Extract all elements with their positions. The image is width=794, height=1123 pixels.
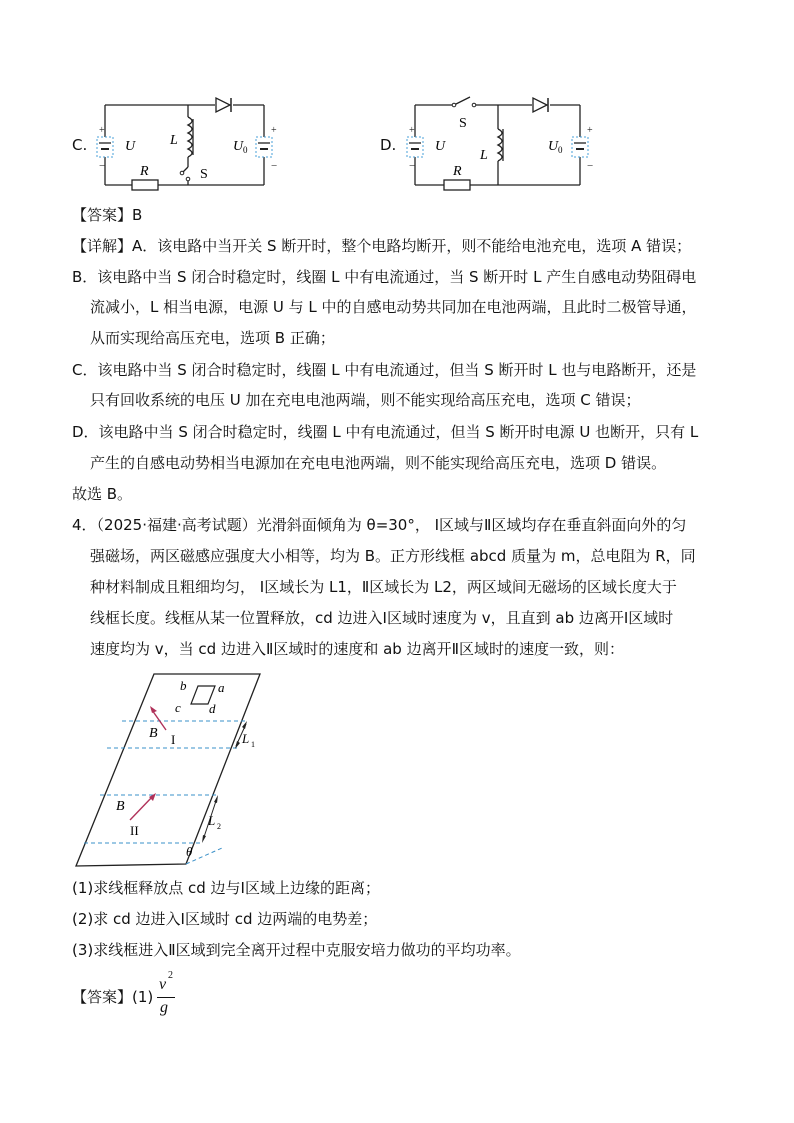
svg-text:−: −	[99, 160, 106, 172]
label-region-1: I	[171, 732, 176, 747]
subq-2: (2)求 cd 边进入Ⅰ区域时 cd 边两端的电势差；	[72, 910, 378, 928]
detail-line-8: 产生的自感电动势相当电源加在充电电池两端，则不能实现给高压充电，选项 D 错误。	[90, 454, 667, 472]
svg-text:−: −	[587, 160, 594, 172]
detail-line-3: 流减小，L 相当电源，电源 U 与 L 中的自感电动势共同加在电池两端，且此时二极管导通，	[90, 298, 697, 316]
circuit-diagram-d	[398, 95, 598, 195]
q4-line-1: 4．（2025·福建·高考试题）光滑斜面倾角为 θ=30°， Ⅰ区域与Ⅱ区域均存在垂直斜面向外的匀	[72, 516, 687, 534]
fraction-bar	[157, 997, 175, 998]
subq-1: (1)求线框释放点 cd 边与Ⅰ区域上边缘的距离；	[72, 879, 380, 897]
label-l2-sub: 2	[217, 822, 221, 831]
label-r: R	[140, 164, 149, 179]
battery-u0-icon	[256, 137, 272, 157]
resistor-icon	[132, 180, 158, 190]
label-a: a	[218, 680, 225, 695]
q4-line-4: 线框长度。线框从某一位置释放，cd 边进入Ⅰ区域时速度为 v，且直到 ab 边离开Ⅰ区域时	[90, 609, 674, 627]
fraction-exponent: 2	[168, 970, 173, 981]
label-l1: L	[242, 731, 250, 746]
label-l: L	[480, 148, 488, 163]
label-l2: L	[208, 813, 216, 828]
label-u0-sub: 0	[243, 145, 248, 155]
label-s: S	[200, 167, 208, 182]
label-l1-sub: 1	[251, 740, 255, 749]
svg-text:−: −	[409, 160, 416, 172]
fraction-denominator: g	[160, 999, 168, 1016]
q4-line-2: 强磁场，两区磁感应强度大小相等，均为 B。正方形线框 abcd 质量为 m，总电阻为 R，同	[90, 547, 696, 565]
label-s: S	[459, 116, 467, 131]
diode-icon	[216, 98, 230, 112]
answer-q4-prefix: 【答案】(1)	[72, 988, 154, 1006]
label-b: b	[180, 678, 187, 693]
q4-line-3: 种材料制成且粗细均匀， Ⅰ区域长为 L1，Ⅱ区域长为 L2，两区域间无磁场的区域长度大于	[90, 578, 677, 596]
answer-q3: 【答案】B	[72, 206, 143, 224]
switch-contact-icon	[180, 171, 184, 175]
switch-contact-icon	[452, 103, 456, 107]
label-field-b-2: B	[116, 799, 125, 814]
label-l: L	[170, 133, 178, 148]
detail-line-6: 只有回收系统的电压 U 加在充电电池两端，则不能实现给高压充电，选项 C 错误；	[90, 391, 641, 409]
circuit-diagram-c	[88, 95, 288, 195]
label-region-2: II	[130, 823, 139, 838]
fraction-numerator: v	[159, 976, 167, 993]
label-u: U	[435, 139, 446, 154]
svg-text:+: +	[587, 125, 593, 136]
battery-u-icon	[407, 137, 423, 157]
svg-text:+: +	[99, 125, 105, 136]
label-theta: θ	[186, 844, 193, 859]
battery-u0-icon	[572, 137, 588, 157]
option-c-label: C.	[72, 136, 88, 154]
detail-line-7: D．该电路中当 S 闭合时稳定时，线圈 L 中有电流通过，但当 S 断开时电源 U 也断开，只有 L	[72, 423, 699, 441]
answer-fraction	[156, 970, 178, 1022]
label-u0: U	[233, 139, 244, 154]
incline-figure	[70, 668, 270, 874]
incline-plane	[76, 674, 260, 866]
label-u0: U	[548, 139, 559, 154]
label-r: R	[453, 164, 462, 179]
diode-icon	[533, 98, 547, 112]
label-c: c	[175, 700, 181, 715]
label-u0-sub: 0	[558, 145, 563, 155]
detail-line-4: 从而实现给高压充电，选项 B 正确；	[90, 329, 335, 347]
label-field-b-1: B	[149, 726, 158, 741]
detail-line-5: C．该电路中当 S 闭合时稳定时，线圈 L 中有电流通过，但当 S 断开时 L 也与电路断开，还是	[72, 361, 697, 379]
detail-line-2: B．该电路中当 S 闭合时稳定时，线圈 L 中有电流通过，当 S 断开时 L 产生自感电动势阻碍电	[72, 268, 697, 286]
q4-line-5: 速度均为 v，当 cd 边进入Ⅱ区域时的速度和 ab 边离开Ⅱ区域时的速度一致，则：	[90, 640, 624, 658]
svg-text:+: +	[271, 125, 277, 136]
svg-text:−: −	[271, 160, 278, 172]
detail-line-1: 【详解】A．该电路中当开关 S 断开时，整个电路均断开，则不能给电池充电，选项 A 错误；	[72, 237, 692, 255]
option-d-label: D.	[380, 136, 397, 154]
detail-line-9: 故选 B。	[72, 485, 133, 503]
resistor-icon	[444, 180, 470, 190]
label-u: U	[125, 139, 136, 154]
svg-text:+: +	[409, 125, 415, 136]
label-d: d	[209, 701, 216, 716]
subq-3: (3)求线框进入Ⅱ区域到完全离开过程中克服安培力做功的平均功率。	[72, 941, 521, 959]
battery-u-icon	[97, 137, 113, 157]
